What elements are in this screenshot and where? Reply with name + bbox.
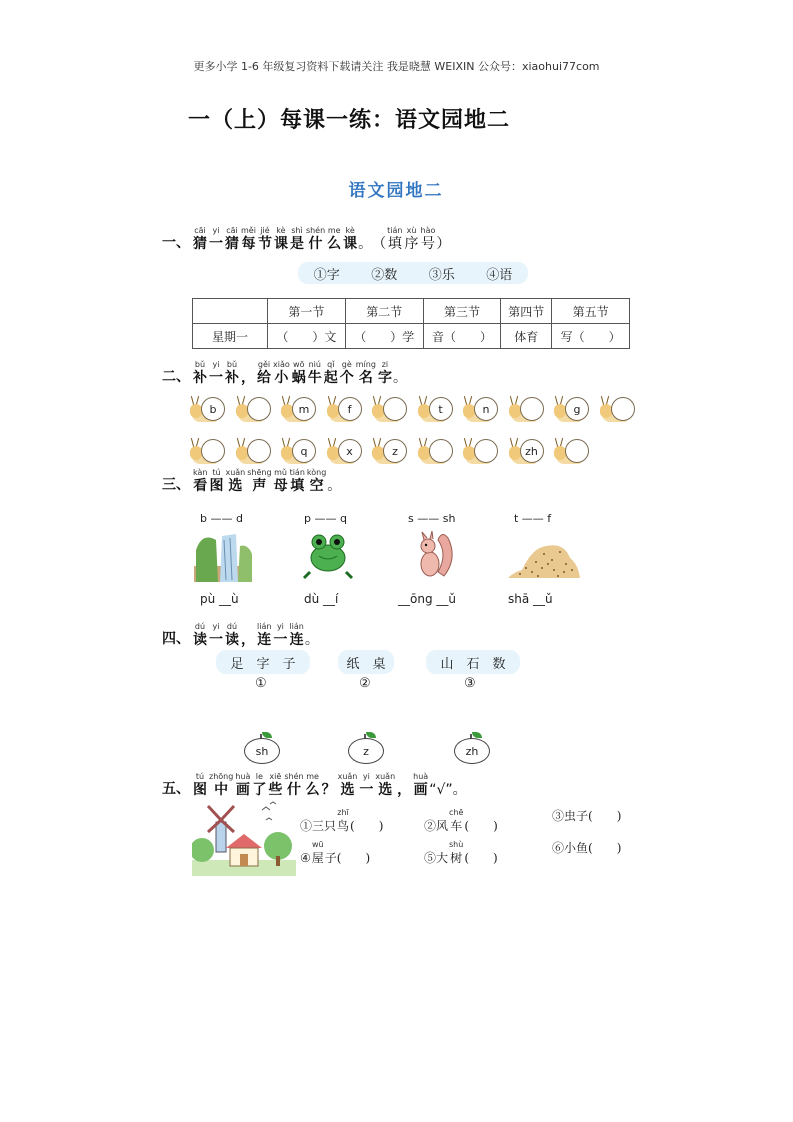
snail-icon[interactable] <box>281 394 321 424</box>
pinyin: huà <box>235 772 251 781</box>
pinyin: dú <box>226 622 238 631</box>
pinyin: xù <box>406 226 417 235</box>
pinyin: mǔ <box>274 468 287 477</box>
question-2-heading <box>162 360 407 386</box>
question-number: 二、 <box>162 369 190 385</box>
hanzi: 画 <box>235 782 250 798</box>
snail-icon[interactable] <box>281 436 321 466</box>
hanzi: 名 <box>358 370 373 386</box>
hanzi: 号 <box>420 236 435 252</box>
answer-pu[interactable]: pù __ù <box>200 592 239 606</box>
pinyin: zhōng <box>209 772 234 781</box>
question-5-heading <box>162 772 467 798</box>
pinyin: dú <box>194 622 206 631</box>
table-cell[interactable]: 音（ ） <box>423 324 501 349</box>
pinyin: zi <box>381 360 389 369</box>
table-cell[interactable]: （ ）文 <box>268 324 346 349</box>
hanzi: 猜 <box>225 236 239 252</box>
option-answer-box[interactable]: 子( ) <box>324 851 371 865</box>
table-cell: 第四节 <box>501 299 552 324</box>
pinyin: niú <box>308 360 321 369</box>
pinyin: zhī <box>337 808 349 817</box>
word-group-text: 山 石 数 <box>440 656 506 672</box>
ruby-char <box>235 772 250 798</box>
ruby-char <box>193 360 207 386</box>
ruby-char <box>209 622 223 648</box>
hanzi: 了 <box>252 782 267 798</box>
ruby-char <box>289 622 303 648</box>
pinyin: tián <box>387 226 403 235</box>
option-prefix: ②风 <box>424 819 449 833</box>
sand-picture <box>506 538 582 580</box>
fill-instruction <box>386 226 436 252</box>
snail-shell-letter[interactable]: zh <box>520 439 544 463</box>
pinyin: shēng <box>247 468 272 477</box>
pinyin: xiē <box>269 772 282 781</box>
ruby-char <box>273 360 290 386</box>
ruby-char <box>340 360 354 386</box>
apple-zh[interactable] <box>454 732 490 762</box>
snail-shell-letter[interactable] <box>247 439 271 463</box>
hanzi: 图 <box>209 478 224 494</box>
snail-shell-letter[interactable]: x <box>338 439 362 463</box>
option-answer-box[interactable]: ( ) <box>588 841 622 855</box>
hanzi: 补 <box>225 370 239 386</box>
header-note: 更多小学 1-6 年级复习资料下载请关注 我是晓慧 WEIXIN 公众号：xiaohui77com <box>193 60 600 73</box>
hanzi: 牛 <box>307 370 322 386</box>
answer-song-shu[interactable]: __ōng __ǔ <box>398 592 456 606</box>
pinyin: chē <box>449 808 464 817</box>
hanzi: 看 <box>193 478 208 494</box>
ruby-char <box>209 226 223 252</box>
question-number: 五、 <box>162 781 190 797</box>
table-cell[interactable]: 写（ ） <box>552 324 630 349</box>
hanzi: 什 <box>286 782 301 798</box>
ruby-char <box>241 360 255 386</box>
ruby-char <box>308 360 322 386</box>
snail-shell-letter[interactable] <box>565 439 589 463</box>
hanzi: 一 <box>209 236 223 252</box>
hanzi: 声 <box>252 478 267 494</box>
ruby-char <box>359 772 373 798</box>
apple-label: sh <box>244 738 280 764</box>
hanzi: 空 <box>309 478 324 494</box>
hanzi: 母 <box>273 478 288 494</box>
pair-b-d: b —— d <box>200 512 243 525</box>
ruby-char <box>258 226 272 252</box>
pinyin: wū <box>311 840 324 849</box>
document-title: 一（上）每课一练：语文园地二 <box>188 108 511 133</box>
ruby-char <box>324 360 338 386</box>
snail-shell-letter[interactable] <box>383 397 407 421</box>
pinyin: cāi <box>226 226 238 235</box>
question-end: 。 <box>304 632 319 648</box>
pinyin: tú <box>195 772 205 781</box>
waterfall-picture <box>192 526 254 584</box>
ruby-char <box>375 772 395 798</box>
schedule-table <box>192 298 630 349</box>
squirrel-picture <box>414 528 458 580</box>
ruby-char <box>397 772 411 798</box>
ruby-char <box>241 622 255 648</box>
snail-icon[interactable] <box>509 436 549 466</box>
ruby-char <box>449 840 463 866</box>
snail-shell-letter[interactable]: t <box>429 397 453 421</box>
snail-shell-letter[interactable]: q <box>292 439 316 463</box>
pinyin: xuǎn <box>337 772 358 781</box>
snail-icon[interactable] <box>190 436 230 466</box>
option-answer-box[interactable]: ( ) <box>588 809 622 823</box>
table-cell <box>193 299 268 324</box>
snail-shell-letter[interactable] <box>474 439 498 463</box>
snail-shell-letter[interactable]: m <box>292 397 316 421</box>
pinyin: shì <box>291 226 303 235</box>
hanzi: 填 <box>290 478 305 494</box>
pair-t-f: t —— f <box>514 512 552 525</box>
pinyin: bǔ <box>194 360 206 369</box>
snail-icon[interactable] <box>327 394 367 424</box>
hanzi: 什 <box>308 236 323 252</box>
hanzi: 是 <box>289 236 304 252</box>
pinyin: měi <box>241 226 256 235</box>
pinyin: xiǎo <box>273 360 290 369</box>
table-cell: 第五节 <box>552 299 630 324</box>
picture-option[interactable] <box>300 808 383 834</box>
question-text <box>192 360 393 386</box>
hanzi: 课 <box>343 236 358 252</box>
hanzi: 起 <box>323 370 338 386</box>
question-1-heading <box>162 226 450 252</box>
ruby-char <box>274 226 288 252</box>
snail-shell-letter[interactable]: n <box>474 397 498 421</box>
option-answer-box[interactable]: ( ) <box>464 819 498 833</box>
option-prefix: ⑥小鱼 <box>552 841 589 855</box>
question-number: 一、 <box>162 235 190 251</box>
pinyin: yi <box>276 622 284 631</box>
pinyin: kè <box>345 226 355 235</box>
hanzi: 选 <box>228 478 243 494</box>
table-cell: 体育 <box>501 324 552 349</box>
ruby-char <box>449 808 463 834</box>
snail-shell-letter[interactable] <box>520 397 544 421</box>
ruby-char <box>387 226 402 252</box>
worksheet-title: 语文园地二 <box>348 181 444 201</box>
pinyin: huà <box>413 772 429 781</box>
pinyin: lián <box>257 622 272 631</box>
paren-close: ） <box>436 236 451 252</box>
hanzi: 补 <box>193 370 207 386</box>
pinyin: kàn <box>193 468 208 477</box>
ruby-char <box>252 772 266 798</box>
ruby-char <box>274 468 288 494</box>
hanzi: ？ <box>321 782 336 798</box>
pinyin: yi <box>212 360 220 369</box>
word-group-2 <box>338 650 394 674</box>
snail-shell-letter[interactable]: b <box>201 397 225 421</box>
ruby-char <box>209 772 233 798</box>
paren-open: （ <box>372 236 387 252</box>
ruby-char <box>225 622 239 648</box>
pair-s-sh: s —— sh <box>408 512 456 525</box>
pinyin: míng <box>355 360 376 369</box>
hanzi: 猜 <box>193 236 207 252</box>
pinyin: tú <box>212 468 221 477</box>
hanzi: 树 <box>450 851 463 865</box>
hanzi: 鸟 <box>337 819 350 833</box>
ruby-char <box>378 360 392 386</box>
ruby-char <box>225 468 245 494</box>
hanzi: 画 <box>413 782 428 798</box>
apple-z[interactable] <box>348 732 384 762</box>
table-cell: 第二节 <box>345 299 423 324</box>
word-group-3 <box>426 650 520 674</box>
ruby-char <box>343 226 357 252</box>
hanzi: 填 <box>387 236 402 252</box>
option-prefix: ③虫子 <box>552 809 589 823</box>
pair-p-q: p —— q <box>304 512 347 525</box>
ruby-char <box>322 772 336 798</box>
ruby-char <box>312 840 324 866</box>
question-text <box>192 772 429 798</box>
pinyin: kòng <box>306 468 327 477</box>
ruby-char <box>421 226 436 252</box>
question-4-heading <box>162 622 319 648</box>
pinyin: jié <box>260 226 270 235</box>
ruby-char <box>290 226 304 252</box>
worksheet <box>122 168 670 880</box>
hanzi: 么 <box>327 236 342 252</box>
question-end: 。 <box>392 370 407 386</box>
ruby-char <box>306 772 320 798</box>
hanzi: 序 <box>404 236 419 252</box>
ruby-char <box>292 360 306 386</box>
frog-picture <box>302 528 354 580</box>
snail-shell-letter[interactable]: g <box>565 397 589 421</box>
snail-icon[interactable] <box>418 394 458 424</box>
snail-icon[interactable] <box>463 394 503 424</box>
marker-1: ① <box>255 676 267 691</box>
ruby-char <box>257 360 271 386</box>
question-end: 。 <box>358 236 373 252</box>
ruby-char <box>193 468 207 494</box>
ruby-char <box>284 772 303 798</box>
pinyin: shén <box>284 772 304 781</box>
marker-3: ③ <box>464 676 476 691</box>
snail-icon[interactable] <box>236 436 276 466</box>
pinyin: me <box>327 226 341 235</box>
question-text <box>192 622 305 648</box>
picture-option[interactable] <box>552 808 621 824</box>
ruby-char <box>327 226 341 252</box>
picture-option[interactable] <box>424 840 498 866</box>
snail-shell-letter[interactable] <box>611 397 635 421</box>
ruby-char <box>193 772 207 798</box>
table-cell: 第三节 <box>423 299 501 324</box>
option-prefix: ①三只 <box>300 819 337 833</box>
snail-icon[interactable] <box>554 394 594 424</box>
question-number: 三、 <box>162 477 190 493</box>
pinyin: cāi <box>194 226 206 235</box>
word-group-text: 足 字 子 <box>230 656 296 672</box>
hanzi: 一 <box>273 632 288 648</box>
hanzi: 车 <box>450 819 463 833</box>
hanzi: 读 <box>225 632 239 648</box>
hanzi: 些 <box>268 782 283 798</box>
ruby-char <box>273 622 287 648</box>
ruby-char <box>209 468 223 494</box>
ruby-char <box>209 360 223 386</box>
ruby-char <box>247 468 271 494</box>
pinyin: lián <box>289 622 304 631</box>
answer-sha[interactable]: shā __ǔ <box>508 592 553 606</box>
hanzi: ， <box>397 782 412 798</box>
pinyin: kè <box>276 226 286 235</box>
pinyin: yi <box>362 772 370 781</box>
hanzi: 一 <box>359 782 374 798</box>
ruby-char <box>337 808 349 834</box>
pinyin: me <box>306 772 319 781</box>
snail-icon[interactable] <box>600 394 640 424</box>
option-yue: ③乐 <box>428 267 455 283</box>
snail-shell-letter[interactable] <box>201 439 225 463</box>
option-prefix: ④ <box>300 851 311 865</box>
marker-2: ② <box>359 676 371 691</box>
ruby-char <box>306 226 325 252</box>
table-cell[interactable]: （ ）学 <box>345 324 423 349</box>
hanzi: 个 <box>339 370 354 386</box>
hanzi: ， <box>241 370 255 386</box>
pinyin: hào <box>420 226 436 235</box>
hanzi: 屋 <box>311 851 324 865</box>
ruby-char <box>225 360 239 386</box>
snail-icon[interactable] <box>236 394 276 424</box>
ruby-char <box>257 622 271 648</box>
pinyin: yi <box>212 226 220 235</box>
hanzi: 小 <box>274 370 289 386</box>
hanzi: 连 <box>257 632 272 648</box>
pinyin: shén <box>305 226 326 235</box>
ruby-char <box>413 772 428 798</box>
table-header-row <box>193 299 630 324</box>
ruby-char <box>338 772 358 798</box>
hanzi: 字 <box>377 370 392 386</box>
hanzi: 选 <box>340 782 355 798</box>
pinyin: tián <box>289 468 305 477</box>
pinyin: qǐ <box>327 360 335 369</box>
hanzi: 每 <box>241 236 256 252</box>
snail-shell-letter[interactable]: z <box>383 439 407 463</box>
pinyin: bǔ <box>226 360 238 369</box>
options-pill <box>298 262 528 284</box>
hanzi: 么 <box>305 782 320 798</box>
table-cell: 第一节 <box>268 299 346 324</box>
snail-shell-letter[interactable] <box>247 397 271 421</box>
snail-icon[interactable] <box>463 436 503 466</box>
ruby-char <box>405 226 419 252</box>
pinyin: shù <box>449 840 464 849</box>
hanzi: 中 <box>214 782 229 798</box>
pinyin: le <box>255 772 263 781</box>
option-answer-box[interactable]: ( ) <box>350 819 384 833</box>
snail-shell-letter[interactable] <box>429 439 453 463</box>
ruby-char <box>225 226 239 252</box>
question-text <box>192 468 327 494</box>
hanzi: 一 <box>209 370 223 386</box>
hanzi: 给 <box>257 370 271 386</box>
ruby-char <box>356 360 376 386</box>
windmill-house-picture <box>192 800 296 876</box>
table-cell: 星期一 <box>193 324 268 349</box>
snail-icon[interactable] <box>372 394 412 424</box>
snail-shell-letter[interactable]: f <box>338 397 362 421</box>
pinyin: gěi <box>257 360 271 369</box>
question-3-heading <box>162 468 341 494</box>
pinyin: yi <box>212 622 220 631</box>
hanzi: 一 <box>209 632 223 648</box>
table-row <box>193 324 630 349</box>
ruby-char <box>241 226 256 252</box>
ruby-char <box>268 772 282 798</box>
snail-icon[interactable] <box>190 394 230 424</box>
ruby-char <box>193 226 207 252</box>
hanzi: 连 <box>289 632 304 648</box>
apple-label: z <box>348 738 384 764</box>
option-answer-box[interactable]: ( ) <box>464 851 498 865</box>
picture-option[interactable] <box>300 840 370 866</box>
apple-sh[interactable] <box>244 732 280 762</box>
hanzi: 节 <box>257 236 272 252</box>
snail-icon[interactable] <box>509 394 549 424</box>
hanzi: 图 <box>193 782 207 798</box>
snail-icon[interactable] <box>418 436 458 466</box>
option-shu: ②数 <box>371 267 398 283</box>
word-group-text: 纸 桌 <box>346 656 386 672</box>
snail-icon[interactable] <box>372 436 412 466</box>
word-group-1 <box>216 650 310 674</box>
ruby-char <box>193 622 207 648</box>
snail-icon[interactable] <box>554 436 594 466</box>
hanzi: 课 <box>273 236 288 252</box>
question-end: “√”。 <box>429 782 467 798</box>
option-yu: ④语 <box>486 267 513 283</box>
ruby-char <box>307 468 326 494</box>
picture-option[interactable] <box>424 808 498 834</box>
hanzi: 蜗 <box>291 370 306 386</box>
question-text <box>192 226 358 252</box>
question-number: 四、 <box>162 631 190 647</box>
hanzi: ， <box>241 632 255 648</box>
option-zi: ①字 <box>313 267 340 283</box>
ruby-char <box>290 468 305 494</box>
hanzi: 选 <box>378 782 393 798</box>
pinyin: gè <box>341 360 352 369</box>
picture-option[interactable] <box>552 840 621 856</box>
snail-icon[interactable] <box>327 436 367 466</box>
pinyin: xuǎn <box>375 772 396 781</box>
hanzi: 读 <box>193 632 207 648</box>
pinyin: wō <box>293 360 305 369</box>
pinyin: xuǎn <box>225 468 246 477</box>
answer-du[interactable]: dù __í <box>304 592 339 606</box>
apple-label: zh <box>454 738 490 764</box>
option-prefix: ⑤大 <box>424 851 449 865</box>
question-end: 。 <box>327 478 342 494</box>
